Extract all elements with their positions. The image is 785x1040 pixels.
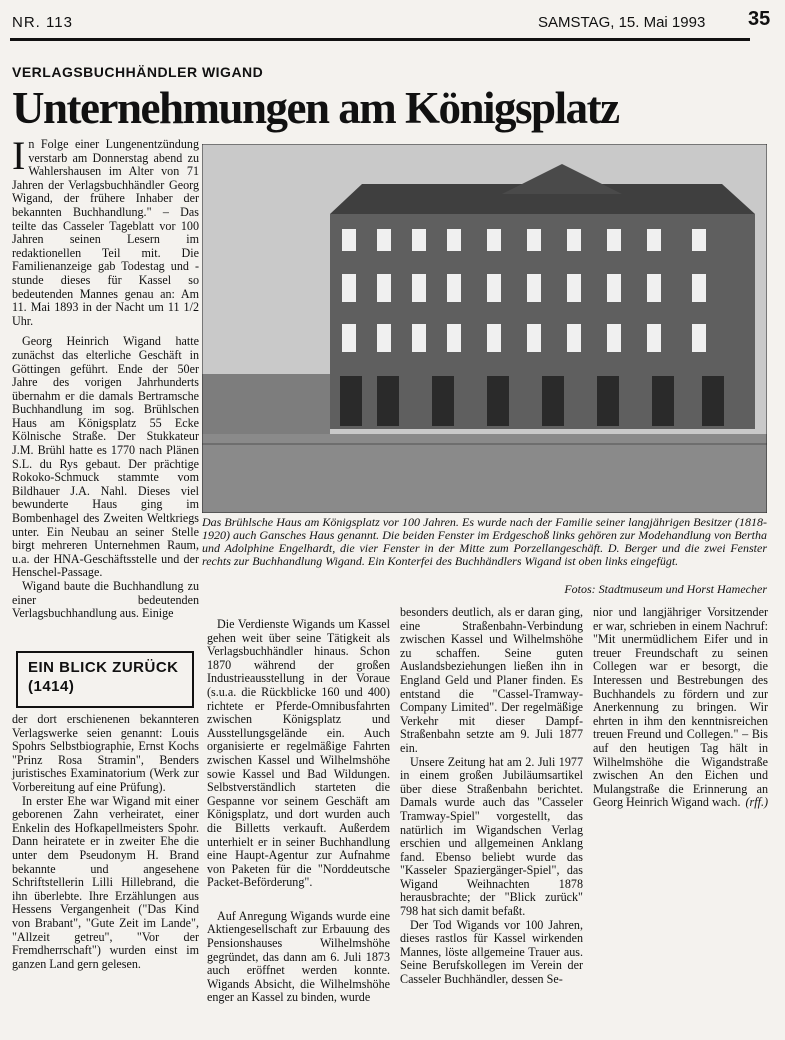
column-1 [12,133,199,621]
paragraph: Georg Heinrich Wigand hatte zunächst das elterliche Geschäft in Göttingen geführt. Ende der 50er Jahre des vorigen Jahrhunderts übernahm er die damals Bertramsche Buchhandlung im sog. Brühlschen Haus am Königsplatz 55 Ecke Kölnische Straße. Der Stukkateur J.M. Brühl hatte es 1770 nach Plänen S.L. du Rys gebaut. Der prächtige Rokoko-Schmuck stammte vom Bildhauer J.A. Nahl. Dieses viel bewunderte Haus ging im Bombenhagel des Zweiten Weltkriegs unter. Ein Neubau an seiner Stelle birgt mehreren Unternehmen Raum, u.a. der HNA-Geschäftsstelle und der Henschel-Passage. [12,334,199,580]
issue-date: SAMSTAG, 15. Mai 1993 [538,14,706,31]
series-box [16,651,194,708]
photo-caption: Das Brühlsche Haus am Königsplatz vor 100 Jahren. Es wurde nach der Familie seiner langjährigen Besitzer (1818-1920) auch Gansches Haus genannt. Die beiden Fenster im Erdgeschoß links gehören zur Modehandlung von Bertha und Adolphine Engelhardt, die vier Fenster in der Mitte zum Porzellangeschäft. D. Berger und die zwei Fenster rechts zur Buchhandlung Wigand. Ein Konterfei des Buchhändlers Wigand ist oben links eingefügt. [202,515,767,568]
article-kicker: VERLAGSBUCHHÄNDLER WIGAND [12,64,264,80]
column-2 [207,618,390,1005]
building-drawing [202,144,767,513]
paragraph: Unsere Zeitung hat am 2. Juli 1977 in einem großen Jubiläumsartikel über diese Straßenbahn berichtet. Damals wurde auch das "Casseler Tramway-Spiel" vorgestellt, das natürlich im Wigandschen Verlag erschien und allgemeinen Anklang fand. Ebenso beliebt wurde das "Kasseler Spaziergänger-Spiel", das Wigand Weihnachten 1878 herausbrachte; der "Blick zurück" 798 hat sich damit befaßt. [400,754,583,919]
dropcap: I [12,133,26,178]
series-title: EIN BLICK ZURÜCK [28,659,179,676]
paragraph: Auf Anregung Wigands wurde eine Aktiengesellschaft zur Erbauung des Pensionshauses Wilhelmshöhe gegründet, das dann am 6. Juli 1873 auch eröffnet werden konnte. Wigands Absicht, die Wilhelmshöhe enger an Kassel zu binden, wurde [207,908,390,1005]
series-number: (1414) [28,678,75,695]
photo-credit: Fotos: Stadtmuseum und Horst Hamecher [564,582,767,596]
building-photo [202,144,767,513]
lead-paragraph [12,133,199,328]
issue-number: NR. 113 [12,14,73,31]
page-number: 35 [748,8,771,30]
header-rule [10,38,750,41]
column-4 [593,606,768,810]
paragraph-text: nior und langjähriger Vorsitzender er war, schrieben in einem Nachruf: "Mit unermüdlichem Eifer und in treuer Freundschaft zu seinen Collegen war er besorgt, die Interessen und Bestrebungen des Buchhandels zu fördern und zur Anerkennung zu bringen. Wir ehrten in ihm den kenntnisreichen treuen Freund und Collegen." – Bis auf den heutigen Tag hält in Wilhelmshöhe die Wigandstraße zwischen An den Eichen und Mulangstraße die Erinnerung an Georg Heinrich Wigand wach. [593,605,768,810]
article-headline: Unternehmungen am Königsplatz [12,83,619,133]
paragraph [593,606,768,810]
paragraph: besonders deutlich, als er daran ging, eine Straßenbahn-Verbindung zwischen Kassel und Wilhelmshöhe zu schaffen. Seine guten Auslandsbeziehungen ließen ihn in England Geld und Planer finden. Es entstand die "Cassel-Tramway-Company Limited". Der regelmäßige Verkehr mit dieser Dampf-Straßenbahn setzte am 9. Juli 1877 ein. [400,605,583,755]
paragraph: der dort erschienenen bekannteren Verlagswerke seien genannt: Louis Spohrs Selbstbiographie, Ernst Kochs "Prinz Rosa Stramin", Benders juristisches Examinatorium (Werk zur Vorbereitung auf eine Prüfung). [12,712,199,794]
column-1-continued [12,713,199,971]
paragraph: Wigand baute die Buchhandlung zu einer bedeutenden Verlagsbuchhandlung aus. Einige [12,579,199,621]
column-3 [400,606,583,987]
author-initials: (rff.) [745,795,768,810]
lead-text: n Folge einer Lungenentzündung verstarb am Donnerstag abend zu Wahlershausen im Alter von 71 Jahren der Verlagsbuchhändler Georg Wigand, der frühere Inhaber der bekannten Buchhandlung." – Das teilte das Casseler Tageblatt vor 100 Jahren seinen Lesern im redaktionellen Teil mit. Die Familienanzeige gab Todestag und -stunde dieses für Kassel so bedeutenden Mannes genau an: Am 11. Mai 1893 in der Nacht um 11 1/2 Uhr. [12,137,199,328]
paragraph: In erster Ehe war Wigand mit einer geborenen Zahn verheiratet, einer Enkelin des Hofkapellmeisters Spohr. Dann heiratete er in zweiter Ehe die unter dem Pseudonym H. Brand bekannte und angesehene Schriftstellerin Lilli Hillebrand, die ihn überlebte. Ihre Erzählungen aus Hessens Vergangenheit ("Das Kind von Brabant", "Gute Zeit im Lande", "Allzeit getreu", "Vor der Fremdherrschaft") wurden einst im ganzen Land gern gelesen. [12,793,199,971]
paragraph: Die Verdienste Wigands um Kassel gehen weit über seine Tätigkeit als Verlagsbuchhändler hinaus. Schon 1870 während der großen Industrieausstellung in der Voraue (s.u.a. die Rückblicke 160 und 400) richtete er Pferde-Omnibusfahrten zwischen Königsplatz und Ausstellungsgelände ein. Auch organisierte er regelmäßige Fahrten zwischen Kassel und Wilhelmshöhe sowie Kassel und Bad Wildungen. Selbstverständlich starteten die Gespanne vor seinem Geschäft am Königsplatz, und dort wurden auch die Billetts verkauft. Außerdem unterhielt er in seiner Buchhandlung eine Haupt-Agentur zur Aufnahme von Paketen für die "Norddeutsche Packet-Beförderung". [207,617,390,890]
paragraph: Der Tod Wigands vor 100 Jahren, dieses rastlos für Kassel wirkenden Mannes, löste allgemeine Trauer aus. Seine Berufskollegen im Verein der Casseler Buchhändler, dessen Se- [400,917,583,987]
